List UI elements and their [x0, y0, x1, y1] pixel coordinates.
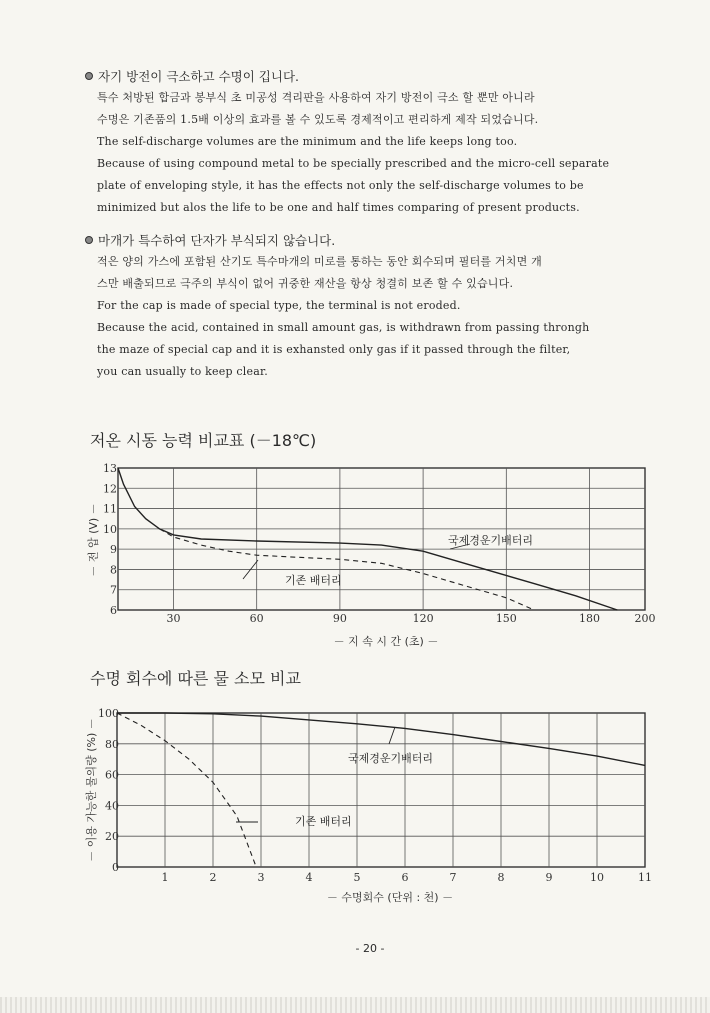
x-tick-label: 3 [257, 871, 265, 884]
y-tick-label: 60 [105, 768, 119, 782]
y-tick-label: 100 [98, 707, 119, 720]
x-axis-label: － 지 속 시 간 (초) － [333, 635, 439, 648]
y-tick-label: 6 [110, 604, 117, 617]
series-label: 국제경운기배터리 [348, 752, 434, 765]
text-line: the maze of special cap and it is exhansted only gas if it passed through the filter, [97, 343, 571, 356]
x-tick-label: 6 [401, 871, 409, 884]
x-tick-label: 30 [166, 612, 181, 625]
text-line: Because of using compound metal to be specially prescribed and the micro-cell separate [97, 157, 610, 170]
series-label: 국제경운기배터리 [448, 534, 534, 547]
x-tick-label: 120 [412, 612, 434, 625]
section-heading: 자기 방전이 극소하고 수명이 깁니다. [85, 66, 655, 87]
x-tick-label: 60 [249, 612, 264, 625]
x-tick-label: 9 [545, 871, 553, 884]
x-tick-label: 8 [497, 871, 505, 884]
y-tick-label: 7 [110, 583, 117, 597]
text-line: For the cap is made of special type, the terminal is not eroded. [97, 299, 461, 312]
text-line: minimized but alos the life to be one and half times comparing of present products. [97, 201, 580, 214]
x-tick-label: 7 [449, 871, 457, 884]
y-tick-label: 10 [103, 522, 117, 536]
x-tick-label: 180 [579, 612, 601, 625]
text-line: The self-discharge volumes are the minimum and the life keeps long too. [97, 135, 518, 148]
text-line: you can usually to keep clear. [97, 365, 268, 378]
x-tick-label: 10 [590, 871, 604, 884]
text-line: 스만 배출되므로 극주의 부식이 없어 귀중한 재산을 항상 청결히 보존 할 수 있습니다. [97, 277, 514, 290]
x-tick-label: 2 [209, 871, 217, 884]
series-line-1 [117, 713, 256, 867]
text-line: Because the acid, contained in small amount gas, is withdrawn from passing throngh [97, 321, 590, 334]
y-tick-label: 13 [103, 462, 117, 475]
page-number: - 20 - [355, 942, 385, 955]
x-tick-label: 5 [353, 871, 361, 884]
section-heading: 마개가 특수하여 단자가 부식되지 않습니다. [85, 230, 655, 251]
y-axis-label: － 전 압 (V) － [87, 503, 100, 577]
y-tick-label: 12 [103, 482, 117, 496]
y-tick-label: 11 [103, 502, 117, 516]
x-axis-label: － 수명회수 (단위 : 천) － [326, 891, 454, 904]
y-tick-label: 9 [110, 543, 117, 557]
x-tick-label: 90 [332, 612, 347, 625]
series-label: 기존 배터리 [295, 815, 352, 828]
text-line: 수명은 기존품의 1.5배 이상의 효과를 볼 수 있도록 경제적이고 편리하게 제작 되었습니다. [97, 113, 539, 126]
text-line: plate of enveloping style, it has the effects not only the self-discharge volumes to be [97, 179, 584, 192]
chart-title: 수명 회수에 따른 물 소모 비교 [90, 669, 301, 688]
x-tick-label: 200 [634, 612, 656, 625]
x-tick-label: 150 [495, 612, 517, 625]
chart-title: 저온 시동 능력 비교표 (－18℃) [90, 431, 317, 450]
label-pointer [389, 727, 395, 744]
y-tick-label: 0 [112, 861, 119, 874]
y-axis-label: － 이용 가능한 물의량 (%) － [85, 718, 98, 862]
series-line-0 [118, 468, 617, 610]
x-tick-label: 4 [305, 871, 313, 884]
y-tick-label: 80 [105, 737, 119, 751]
series-label: 기존 배터리 [285, 574, 342, 587]
x-tick-label: 11 [638, 871, 652, 884]
y-tick-label: 8 [110, 563, 117, 577]
y-tick-label: 40 [105, 799, 119, 813]
plot-frame [117, 713, 645, 867]
text-line: 특수 처방된 합금과 봉부식 초 미공성 격리판을 사용하여 자기 방전이 극소 할 뿐만 아니라 [97, 91, 535, 104]
text-line: 적은 양의 가스에 포함된 산기도 특수마개의 미로를 통하는 동안 회수되며 필터를 거치면 개 [97, 255, 542, 268]
scan-edge [0, 997, 710, 1013]
x-tick-label: 1 [161, 871, 169, 884]
y-tick-label: 20 [105, 830, 119, 844]
